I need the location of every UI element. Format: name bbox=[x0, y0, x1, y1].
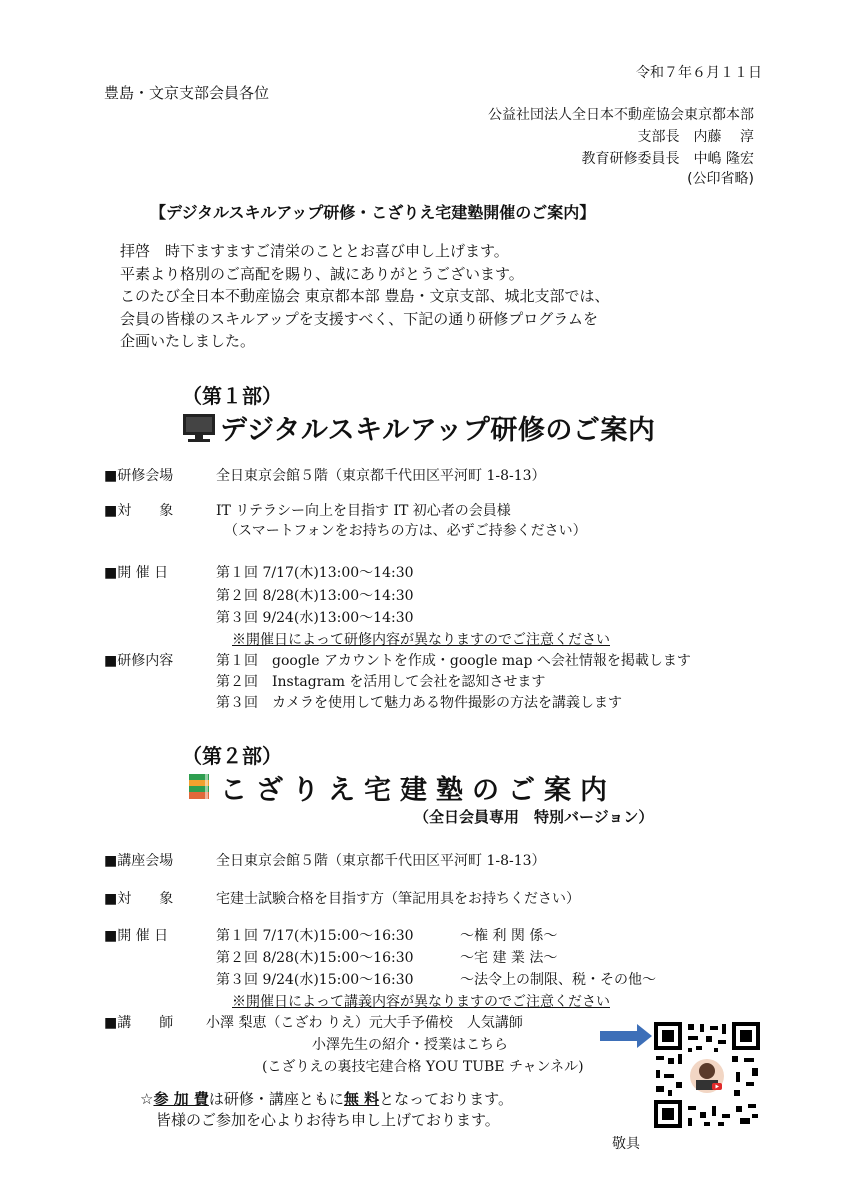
part1-title: デジタルスキルアップ研修のご案内 bbox=[220, 415, 656, 446]
part2-title: こざりえ宅建塾のご案内 bbox=[220, 775, 616, 806]
part2-date: 第３回 9/24(水)15:00～16:30 bbox=[216, 972, 414, 988]
intro-line: 会員の皆様のスキルアップを支援すべく、下記の通り研修プログラムを bbox=[120, 309, 599, 328]
star-icon: ☆ bbox=[140, 1090, 154, 1108]
intro-paragraph bbox=[120, 240, 610, 353]
part1-content-item: 第３回 カメラを使用して魅力ある物件撮影の方法を講義します bbox=[216, 695, 622, 711]
part1-venue-label: ■研修会場 bbox=[104, 468, 174, 484]
fee-end: となっております。 bbox=[379, 1090, 513, 1108]
part1-date: 第１回 7/17(木)13:00～14:30 bbox=[216, 565, 414, 581]
fee-free: 無 料 bbox=[343, 1090, 380, 1108]
document-date: 令和７年６月１１日 bbox=[636, 65, 762, 81]
part1-date: 第２回 8/28(木)13:00～14:30 bbox=[216, 588, 414, 604]
sender-chief: 支部長 内藤 淳 bbox=[637, 129, 754, 145]
part2-date-topic: ～権 利 関 係～ bbox=[460, 928, 558, 944]
part1-date: 第３回 9/24(水)13:00～14:30 bbox=[216, 610, 414, 626]
youtube-channel-note: (こざりえの裏技宅建合格 YOU TUBE チャンネル) bbox=[262, 1059, 584, 1075]
lecturer-intro-link[interactable]: 小澤先生の紹介・授業はこちら bbox=[312, 1037, 508, 1053]
part2-date: 第１回 7/17(木)15:00～16:30 bbox=[216, 928, 414, 944]
part1-content-item: 第２回 Instagram を活用して会社を認知させます bbox=[216, 674, 546, 690]
fee-line bbox=[140, 1088, 513, 1109]
qr-code-icon[interactable] bbox=[652, 1020, 762, 1130]
part1-target-label: ■対 象 bbox=[104, 503, 174, 519]
sender-committee: 教育研修委員長 中嶋 隆宏 bbox=[581, 151, 754, 167]
right-arrow-icon bbox=[600, 1031, 638, 1041]
part2-label: （第２部） bbox=[182, 744, 282, 768]
fee-middle: は研修・講座ともに bbox=[208, 1090, 344, 1108]
part1-content-item: 第１回 google アカウントを作成・google map へ会社情報を掲載します bbox=[216, 653, 691, 669]
monitor-icon bbox=[182, 413, 216, 443]
fee-label: 参 加 費 bbox=[153, 1090, 209, 1108]
part2-target-label: ■対 象 bbox=[104, 891, 174, 907]
part1-target-note: （スマートフォンをお持ちの方は、必ずご持参ください） bbox=[224, 523, 587, 539]
part1-venue: 全日東京会館５階（東京都千代田区平河町 1-8-13） bbox=[216, 468, 546, 484]
intro-line: このたび全日本不動産協会 東京都本部 豊島・文京支部、城北支部では、 bbox=[120, 287, 610, 306]
part2-dates-note: ※開催日によって講義内容が異なりますのでご注意ください bbox=[232, 994, 610, 1010]
part2-date: 第２回 8/28(木)15:00～16:30 bbox=[216, 950, 414, 966]
part1-target: IT リテラシー向上を目指す IT 初心者の会員様 bbox=[216, 503, 511, 519]
part2-target: 宅建士試験合格を目指す方（筆記用具をお持ちください） bbox=[216, 891, 580, 907]
closing-keigu: 敬具 bbox=[612, 1136, 640, 1152]
part1-label: （第１部） bbox=[182, 384, 282, 408]
part2-lecturer: 小澤 梨恵（こざわ りえ）元大手予備校 人気講師 bbox=[206, 1015, 523, 1031]
part2-dates-label: ■開 催 日 bbox=[104, 928, 169, 944]
intro-line: 平素より格別のご高配を賜り、誠にありがとうございます。 bbox=[120, 264, 524, 283]
books-icon bbox=[188, 773, 210, 801]
sender-org: 公益社団法人全日本不動産協会東京都本部 bbox=[488, 107, 754, 123]
intro-line: 企画いたしました。 bbox=[120, 332, 256, 351]
addressee: 豊島・文京支部会員各位 bbox=[104, 84, 270, 102]
part2-subtitle: （全日会員専用 特別バージョン） bbox=[414, 808, 654, 826]
part2-lecturer-label: ■講 師 bbox=[104, 1015, 174, 1031]
closing-line: 皆様のご参加を心よりお待ち申し上げております。 bbox=[156, 1111, 500, 1129]
part2-date-topic: ～宅 建 業 法～ bbox=[460, 950, 558, 966]
part1-content-label: ■研修内容 bbox=[104, 653, 174, 669]
seal-note: (公印省略) bbox=[687, 171, 754, 187]
intro-line: 拝啓 時下ますますご清栄のこととお喜び申し上げます。 bbox=[120, 242, 509, 260]
part2-venue-label: ■講座会場 bbox=[104, 853, 174, 869]
part1-dates-label: ■開 催 日 bbox=[104, 565, 169, 581]
notice-title: 【デジタルスキルアップ研修・こざりえ宅建塾開催のご案内】 bbox=[150, 203, 596, 222]
part2-venue: 全日東京会館５階（東京都千代田区平河町 1-8-13） bbox=[216, 853, 546, 869]
part2-date-topic: ～法令上の制限、税・その他～ bbox=[460, 972, 656, 988]
part1-dates-note: ※開催日によって研修内容が異なりますのでご注意ください bbox=[232, 632, 610, 648]
